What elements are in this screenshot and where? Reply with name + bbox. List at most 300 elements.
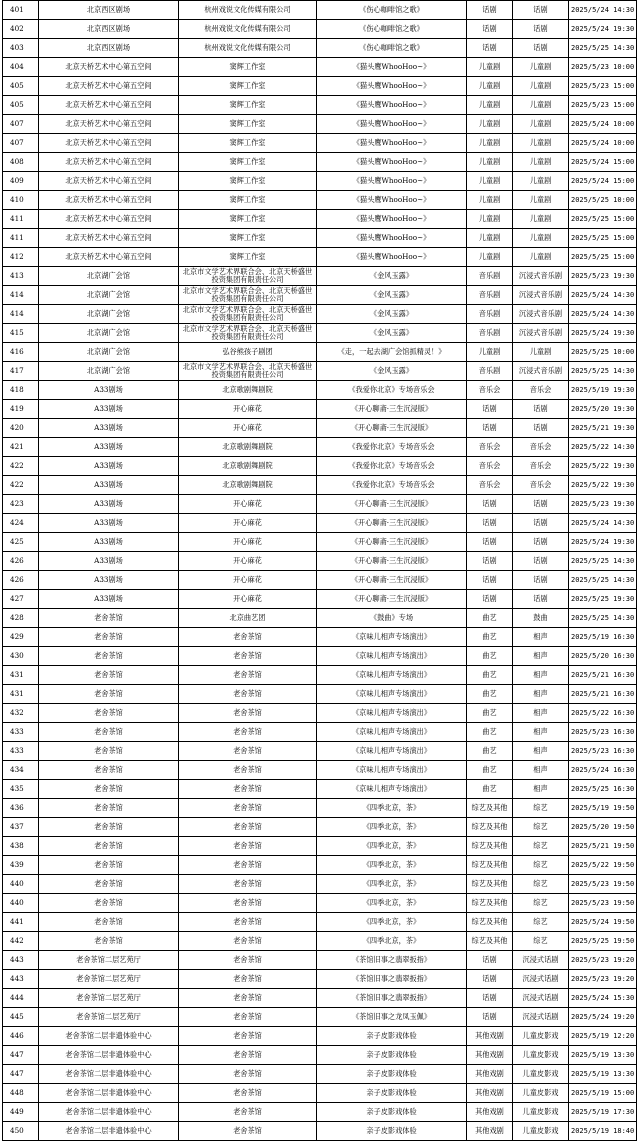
cell-datetime: 2025/5/19 13:30 (569, 1046, 637, 1065)
cell-number: 408 (3, 153, 39, 172)
cell-venue: A33剧场 (39, 590, 179, 609)
cell-organizer: 老舍茶馆 (179, 666, 317, 685)
cell-organizer: 老舍茶馆 (179, 799, 317, 818)
cell-number: 414 (3, 286, 39, 305)
cell-category: 音乐会 (467, 438, 513, 457)
cell-category: 曲艺 (467, 628, 513, 647)
cell-title: 《猫头鹰WhooHoo~》 (317, 153, 467, 172)
cell-type: 儿童皮影戏 (513, 1046, 569, 1065)
cell-venue: 老舍茶馆 (39, 685, 179, 704)
table-row (3, 989, 637, 1008)
table-row (3, 723, 637, 742)
cell-title: 《金风玉露》 (317, 362, 467, 381)
cell-organizer: 老舍茶馆 (179, 989, 317, 1008)
cell-title: 《京味儿相声专场演出》 (317, 647, 467, 666)
cell-type: 话剧 (513, 400, 569, 419)
cell-venue: 老舍茶馆二层非遗体验中心 (39, 1103, 179, 1122)
cell-datetime: 2025/5/24 19:50 (569, 913, 637, 932)
cell-type: 沉浸式话剧 (513, 970, 569, 989)
cell-number: 433 (3, 723, 39, 742)
cell-datetime: 2025/5/21 16:30 (569, 685, 637, 704)
cell-type: 沉浸式音乐剧 (513, 362, 569, 381)
table-row (3, 476, 637, 495)
cell-venue: 老舍茶馆 (39, 609, 179, 628)
cell-category: 曲艺 (467, 647, 513, 666)
cell-title: 《京味儿相声专场演出》 (317, 628, 467, 647)
cell-title: 《金风玉露》 (317, 267, 467, 286)
cell-organizer: 开心麻花 (179, 552, 317, 571)
cell-category: 曲艺 (467, 723, 513, 742)
cell-organizer: 老舍茶馆 (179, 1008, 317, 1027)
cell-number: 423 (3, 495, 39, 514)
cell-organizer: 老舍茶馆 (179, 818, 317, 837)
cell-venue: 老舍茶馆 (39, 818, 179, 837)
cell-datetime: 2025/5/25 14:30 (569, 609, 637, 628)
performance-table (2, 0, 637, 1141)
cell-venue: 老舍茶馆二层非遗体验中心 (39, 1065, 179, 1084)
table-row (3, 39, 637, 58)
table-row (3, 780, 637, 799)
cell-title: 亲子皮影戏体验 (317, 1122, 467, 1141)
cell-organizer: 开心麻花 (179, 400, 317, 419)
cell-title: 《走，一起去湖广会馆抓精灵！》 (317, 343, 467, 362)
cell-category: 儿童剧 (467, 77, 513, 96)
cell-type: 音乐会 (513, 438, 569, 457)
cell-datetime: 2025/5/24 14:30 (569, 514, 637, 533)
cell-organizer: 老舍茶馆 (179, 951, 317, 970)
cell-venue: 北京天桥艺术中心第五空间 (39, 77, 179, 96)
cell-category: 儿童剧 (467, 172, 513, 191)
cell-venue: 老舍茶馆二层艺苑厅 (39, 1008, 179, 1027)
cell-number: 405 (3, 96, 39, 115)
cell-category: 儿童剧 (467, 210, 513, 229)
table-row (3, 419, 637, 438)
cell-number: 425 (3, 533, 39, 552)
cell-organizer: 老舍茶馆 (179, 647, 317, 666)
cell-datetime: 2025/5/25 15:00 (569, 229, 637, 248)
cell-title: 《猫头鹰WhooHoo~》 (317, 77, 467, 96)
cell-datetime: 2025/5/25 14:30 (569, 552, 637, 571)
cell-number: 442 (3, 932, 39, 951)
cell-category: 儿童剧 (467, 229, 513, 248)
cell-organizer: 北京市文学艺术界联合会、北京天桥盛世投资集团有限责任公司 (179, 362, 317, 381)
table-body (3, 1, 637, 1141)
cell-datetime: 2025/5/24 15:30 (569, 989, 637, 1008)
cell-category: 音乐剧 (467, 267, 513, 286)
cell-datetime: 2025/5/23 10:00 (569, 58, 637, 77)
cell-title: 《京味儿相声专场演出》 (317, 723, 467, 742)
cell-organizer: 老舍茶馆 (179, 742, 317, 761)
cell-number: 414 (3, 305, 39, 324)
cell-venue: 北京天桥艺术中心第五空间 (39, 58, 179, 77)
cell-type: 儿童皮影戏 (513, 1103, 569, 1122)
cell-type: 话剧 (513, 533, 569, 552)
cell-organizer: 开心麻花 (179, 419, 317, 438)
cell-type: 相声 (513, 723, 569, 742)
cell-title: 亲子皮影戏体验 (317, 1046, 467, 1065)
cell-number: 404 (3, 58, 39, 77)
cell-number: 424 (3, 514, 39, 533)
cell-venue: 北京西区剧场 (39, 20, 179, 39)
cell-category: 曲艺 (467, 761, 513, 780)
cell-organizer: 北京市文学艺术界联合会、北京天桥盛世投资集团有限责任公司 (179, 324, 317, 343)
cell-organizer: 北京歌剧舞剧院 (179, 476, 317, 495)
table-row (3, 590, 637, 609)
cell-venue: 老舍茶馆 (39, 856, 179, 875)
cell-number: 440 (3, 894, 39, 913)
cell-title: 《猫头鹰WhooHoo~》 (317, 210, 467, 229)
cell-title: 《我爱你北京》专场音乐会 (317, 457, 467, 476)
cell-title: 《猫头鹰WhooHoo~》 (317, 248, 467, 267)
cell-venue: 北京湖广会馆 (39, 362, 179, 381)
cell-type: 音乐会 (513, 457, 569, 476)
cell-number: 430 (3, 647, 39, 666)
cell-datetime: 2025/5/21 19:30 (569, 419, 637, 438)
cell-organizer: 北京市文学艺术界联合会、北京天桥盛世投资集团有限责任公司 (179, 286, 317, 305)
cell-category: 综艺及其他 (467, 932, 513, 951)
cell-title: 《茶馆旧事之龙凤玉佩》 (317, 1008, 467, 1027)
cell-datetime: 2025/5/21 19:50 (569, 837, 637, 856)
cell-organizer: 老舍茶馆 (179, 837, 317, 856)
cell-title: 《四季北京，茶》 (317, 799, 467, 818)
cell-number: 411 (3, 229, 39, 248)
cell-number: 429 (3, 628, 39, 647)
cell-venue: 北京天桥艺术中心第五空间 (39, 229, 179, 248)
cell-venue: 老舍茶馆 (39, 913, 179, 932)
cell-venue: 老舍茶馆二层艺苑厅 (39, 970, 179, 989)
cell-organizer: 老舍茶馆 (179, 1027, 317, 1046)
cell-organizer: 窦辉工作室 (179, 134, 317, 153)
cell-number: 447 (3, 1046, 39, 1065)
cell-organizer: 北京曲艺团 (179, 609, 317, 628)
table-row (3, 210, 637, 229)
cell-category: 曲艺 (467, 742, 513, 761)
table-row (3, 153, 637, 172)
cell-number: 403 (3, 39, 39, 58)
cell-type: 相声 (513, 685, 569, 704)
cell-venue: 老舍茶馆 (39, 666, 179, 685)
cell-type: 相声 (513, 761, 569, 780)
cell-organizer: 窦辉工作室 (179, 248, 317, 267)
cell-category: 话剧 (467, 571, 513, 590)
cell-number: 427 (3, 590, 39, 609)
cell-datetime: 2025/5/24 15:00 (569, 153, 637, 172)
table-row (3, 115, 637, 134)
cell-number: 440 (3, 875, 39, 894)
cell-title: 《我爱你北京》专场音乐会 (317, 381, 467, 400)
table-row (3, 1065, 637, 1084)
table-row (3, 1122, 637, 1141)
cell-category: 儿童剧 (467, 153, 513, 172)
cell-datetime: 2025/5/25 10:00 (569, 191, 637, 210)
cell-number: 407 (3, 134, 39, 153)
cell-number: 422 (3, 457, 39, 476)
cell-datetime: 2025/5/24 10:00 (569, 115, 637, 134)
cell-category: 话剧 (467, 552, 513, 571)
cell-type: 沉浸式音乐剧 (513, 286, 569, 305)
cell-venue: 北京湖广会馆 (39, 343, 179, 362)
cell-type: 儿童剧 (513, 248, 569, 267)
cell-title: 《鼓曲》专场 (317, 609, 467, 628)
cell-title: 《四季北京，茶》 (317, 932, 467, 951)
cell-number: 412 (3, 248, 39, 267)
cell-type: 话剧 (513, 552, 569, 571)
cell-number: 446 (3, 1027, 39, 1046)
cell-number: 402 (3, 20, 39, 39)
table-row (3, 856, 637, 875)
cell-title: 《伤心咖啡馆之歌》 (317, 1, 467, 20)
cell-type: 沉浸式话剧 (513, 1008, 569, 1027)
cell-organizer: 老舍茶馆 (179, 856, 317, 875)
cell-organizer: 弘谷熊孩子剧团 (179, 343, 317, 362)
cell-organizer: 窦辉工作室 (179, 96, 317, 115)
cell-number: 409 (3, 172, 39, 191)
cell-title: 《四季北京，茶》 (317, 913, 467, 932)
cell-number: 426 (3, 552, 39, 571)
table-row (3, 172, 637, 191)
cell-number: 405 (3, 77, 39, 96)
cell-title: 《四季北京，茶》 (317, 856, 467, 875)
cell-datetime: 2025/5/20 19:30 (569, 400, 637, 419)
cell-number: 437 (3, 818, 39, 837)
cell-datetime: 2025/5/25 14:30 (569, 362, 637, 381)
cell-datetime: 2025/5/19 16:30 (569, 628, 637, 647)
cell-number: 435 (3, 780, 39, 799)
cell-type: 音乐会 (513, 381, 569, 400)
cell-category: 儿童剧 (467, 58, 513, 77)
cell-category: 其他戏剧 (467, 1027, 513, 1046)
cell-venue: 北京天桥艺术中心第五空间 (39, 96, 179, 115)
cell-number: 401 (3, 1, 39, 20)
cell-title: 亲子皮影戏体验 (317, 1065, 467, 1084)
cell-venue: 老舍茶馆 (39, 742, 179, 761)
cell-venue: A33剧场 (39, 419, 179, 438)
cell-category: 话剧 (467, 1, 513, 20)
table-row (3, 818, 637, 837)
cell-venue: 老舍茶馆 (39, 647, 179, 666)
table-row (3, 324, 637, 343)
cell-venue: A33剧场 (39, 476, 179, 495)
cell-category: 音乐会 (467, 476, 513, 495)
cell-title: 《猫头鹰WhooHoo~》 (317, 191, 467, 210)
cell-category: 其他戏剧 (467, 1103, 513, 1122)
table-row (3, 362, 637, 381)
cell-datetime: 2025/5/25 15:00 (569, 248, 637, 267)
table-row (3, 552, 637, 571)
cell-type: 儿童剧 (513, 172, 569, 191)
table-row (3, 666, 637, 685)
table-row (3, 343, 637, 362)
cell-venue: 北京湖广会馆 (39, 286, 179, 305)
cell-venue: 老舍茶馆二层非遗体验中心 (39, 1027, 179, 1046)
cell-datetime: 2025/5/23 16:30 (569, 742, 637, 761)
cell-title: 《茶馆旧事之翡翠扳指》 (317, 951, 467, 970)
cell-category: 曲艺 (467, 666, 513, 685)
cell-datetime: 2025/5/23 19:30 (569, 267, 637, 286)
cell-title: 《开心聊斋·三生沉浸版》 (317, 495, 467, 514)
cell-venue: A33剧场 (39, 400, 179, 419)
cell-type: 儿童剧 (513, 96, 569, 115)
cell-datetime: 2025/5/20 16:30 (569, 647, 637, 666)
cell-datetime: 2025/5/24 14:30 (569, 1, 637, 20)
cell-venue: 北京天桥艺术中心第五空间 (39, 248, 179, 267)
cell-venue: 老舍茶馆二层艺苑厅 (39, 989, 179, 1008)
cell-datetime: 2025/5/20 19:50 (569, 818, 637, 837)
table-row (3, 799, 637, 818)
cell-datetime: 2025/5/23 15:00 (569, 96, 637, 115)
cell-type: 话剧 (513, 514, 569, 533)
cell-type: 儿童剧 (513, 191, 569, 210)
table-row (3, 267, 637, 286)
table-row (3, 1084, 637, 1103)
cell-type: 相声 (513, 628, 569, 647)
cell-number: 449 (3, 1103, 39, 1122)
cell-type: 综艺 (513, 932, 569, 951)
cell-number: 422 (3, 476, 39, 495)
cell-venue: 老舍茶馆二层非遗体验中心 (39, 1046, 179, 1065)
table-row (3, 286, 637, 305)
cell-type: 沉浸式音乐剧 (513, 267, 569, 286)
cell-number: 426 (3, 571, 39, 590)
cell-type: 相声 (513, 647, 569, 666)
table-row (3, 685, 637, 704)
table-row (3, 229, 637, 248)
cell-title: 《京味儿相声专场演出》 (317, 742, 467, 761)
cell-category: 话剧 (467, 951, 513, 970)
cell-type: 沉浸式话剧 (513, 989, 569, 1008)
cell-title: 《伤心咖啡馆之歌》 (317, 39, 467, 58)
cell-type: 儿童皮影戏 (513, 1122, 569, 1141)
cell-venue: 老舍茶馆二层非遗体验中心 (39, 1122, 179, 1141)
table-row (3, 77, 637, 96)
cell-category: 综艺及其他 (467, 837, 513, 856)
cell-title: 《开心聊斋·三生沉浸版》 (317, 514, 467, 533)
cell-type: 话剧 (513, 495, 569, 514)
cell-title: 《猫头鹰WhooHoo~》 (317, 58, 467, 77)
cell-type: 相声 (513, 742, 569, 761)
cell-category: 话剧 (467, 533, 513, 552)
table-row (3, 647, 637, 666)
cell-venue: 老舍茶馆二层非遗体验中心 (39, 1084, 179, 1103)
cell-venue: 北京天桥艺术中心第五空间 (39, 191, 179, 210)
cell-datetime: 2025/5/24 19:30 (569, 20, 637, 39)
cell-organizer: 老舍茶馆 (179, 932, 317, 951)
cell-category: 话剧 (467, 590, 513, 609)
cell-category: 话剧 (467, 39, 513, 58)
cell-type: 话剧 (513, 1, 569, 20)
cell-category: 其他戏剧 (467, 1084, 513, 1103)
cell-organizer: 窦辉工作室 (179, 153, 317, 172)
cell-venue: 老舍茶馆 (39, 704, 179, 723)
cell-category: 综艺及其他 (467, 856, 513, 875)
table-row (3, 305, 637, 324)
cell-category: 音乐剧 (467, 362, 513, 381)
cell-organizer: 窦辉工作室 (179, 77, 317, 96)
cell-venue: 北京西区剧场 (39, 39, 179, 58)
cell-venue: 老舍茶馆二层艺苑厅 (39, 951, 179, 970)
cell-category: 综艺及其他 (467, 818, 513, 837)
cell-organizer: 老舍茶馆 (179, 913, 317, 932)
cell-category: 话剧 (467, 989, 513, 1008)
cell-number: 450 (3, 1122, 39, 1141)
cell-category: 儿童剧 (467, 134, 513, 153)
cell-category: 话剧 (467, 970, 513, 989)
cell-number: 411 (3, 210, 39, 229)
cell-organizer: 老舍茶馆 (179, 761, 317, 780)
cell-title: 《四季北京，茶》 (317, 818, 467, 837)
cell-datetime: 2025/5/23 19:50 (569, 875, 637, 894)
cell-datetime: 2025/5/23 19:30 (569, 495, 637, 514)
cell-organizer: 老舍茶馆 (179, 1084, 317, 1103)
cell-number: 431 (3, 685, 39, 704)
cell-datetime: 2025/5/25 19:30 (569, 590, 637, 609)
cell-datetime: 2025/5/24 15:00 (569, 172, 637, 191)
table-row (3, 20, 637, 39)
cell-title: 《四季北京，茶》 (317, 875, 467, 894)
cell-category: 音乐剧 (467, 305, 513, 324)
cell-type: 儿童剧 (513, 343, 569, 362)
cell-datetime: 2025/5/24 19:30 (569, 324, 637, 343)
cell-venue: A33剧场 (39, 533, 179, 552)
cell-category: 儿童剧 (467, 191, 513, 210)
cell-venue: A33剧场 (39, 381, 179, 400)
cell-organizer: 老舍茶馆 (179, 970, 317, 989)
cell-title: 《金风玉露》 (317, 305, 467, 324)
cell-category: 音乐会 (467, 381, 513, 400)
table-row (3, 457, 637, 476)
cell-datetime: 2025/5/25 14:30 (569, 571, 637, 590)
table-row (3, 381, 637, 400)
cell-category: 综艺及其他 (467, 894, 513, 913)
table-row (3, 134, 637, 153)
table-row (3, 248, 637, 267)
cell-title: 《我爱你北京》专场音乐会 (317, 438, 467, 457)
cell-organizer: 开心麻花 (179, 590, 317, 609)
cell-title: 《四季北京，茶》 (317, 894, 467, 913)
table-row (3, 438, 637, 457)
cell-category: 儿童剧 (467, 343, 513, 362)
cell-organizer: 窦辉工作室 (179, 191, 317, 210)
cell-datetime: 2025/5/19 17:30 (569, 1103, 637, 1122)
cell-type: 儿童皮影戏 (513, 1027, 569, 1046)
cell-type: 话剧 (513, 571, 569, 590)
cell-title: 《猫头鹰WhooHoo~》 (317, 96, 467, 115)
cell-number: 420 (3, 419, 39, 438)
table-row (3, 1103, 637, 1122)
cell-category: 综艺及其他 (467, 799, 513, 818)
table-row (3, 533, 637, 552)
cell-number: 416 (3, 343, 39, 362)
table-row (3, 913, 637, 932)
cell-type: 话剧 (513, 419, 569, 438)
cell-datetime: 2025/5/23 15:00 (569, 77, 637, 96)
cell-title: 《京味儿相声专场演出》 (317, 704, 467, 723)
cell-datetime: 2025/5/25 10:00 (569, 343, 637, 362)
cell-datetime: 2025/5/19 15:00 (569, 1084, 637, 1103)
cell-number: 436 (3, 799, 39, 818)
cell-organizer: 窦辉工作室 (179, 115, 317, 134)
cell-title: 《猫头鹰WhooHoo~》 (317, 115, 467, 134)
cell-title: 《京味儿相声专场演出》 (317, 666, 467, 685)
cell-datetime: 2025/5/19 18:40 (569, 1122, 637, 1141)
cell-organizer: 开心麻花 (179, 495, 317, 514)
cell-title: 《金风玉露》 (317, 286, 467, 305)
cell-datetime: 2025/5/25 14:30 (569, 39, 637, 58)
cell-type: 沉浸式话剧 (513, 951, 569, 970)
cell-organizer: 窦辉工作室 (179, 210, 317, 229)
table-row (3, 609, 637, 628)
cell-category: 其他戏剧 (467, 1122, 513, 1141)
